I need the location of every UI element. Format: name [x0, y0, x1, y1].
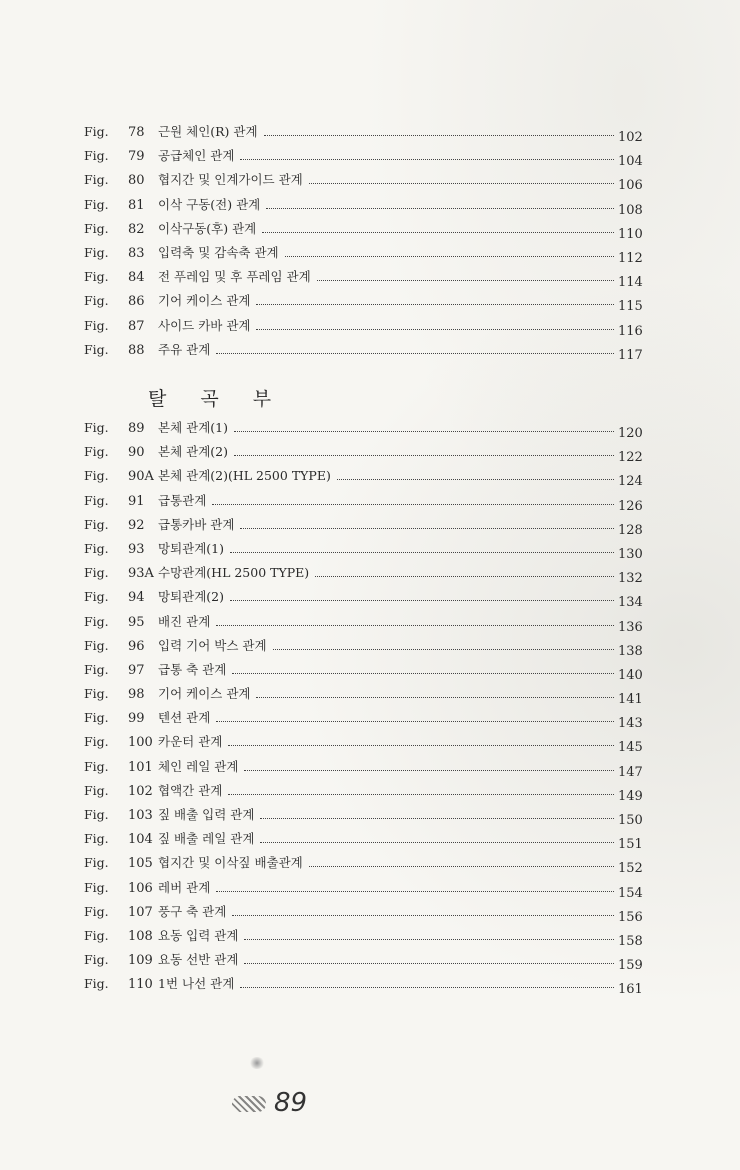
entry-page-number: 116	[618, 323, 643, 339]
dot-leader	[230, 551, 614, 553]
entry-title: 본체 관계(2)	[158, 444, 228, 460]
entry-title: 입력 기어 박스 관계	[158, 637, 267, 653]
fig-label: Fig.	[84, 952, 109, 968]
fig-label: Fig.	[84, 516, 109, 532]
dot-leader	[260, 841, 614, 843]
fig-number: 88	[128, 342, 145, 358]
entry-title: 이삭구동(후) 관계	[158, 220, 257, 236]
dot-leader	[256, 303, 614, 305]
entry-title: 수망관계(HL 2500 TYPE)	[158, 565, 310, 581]
entry-title: 본체 관계(1)	[158, 420, 228, 435]
dot-leader	[256, 696, 614, 698]
dot-leader	[216, 352, 614, 354]
fig-number: 103	[128, 808, 153, 823]
scribble-mark	[232, 1096, 266, 1112]
fig-label: Fig.	[84, 492, 109, 508]
toc-entry	[84, 974, 644, 998]
fig-label: Fig.	[84, 540, 109, 556]
dot-leader	[216, 624, 614, 626]
fig-number: 101	[128, 759, 153, 775]
toc-entry	[84, 660, 644, 684]
fig-number: 86	[128, 294, 145, 310]
fig-label: Fig.	[84, 341, 109, 357]
entry-page-number: 150	[618, 813, 643, 828]
fig-label: Fig.	[84, 196, 109, 212]
toc-entry	[84, 340, 644, 364]
entry-title: 짚 배출 입력 관계	[158, 807, 255, 822]
fig-label: Fig.	[84, 124, 109, 139]
entry-page-number: 156	[618, 909, 643, 925]
fig-number: 80	[128, 173, 145, 189]
toc-entry	[84, 902, 644, 926]
fig-number: 100	[128, 735, 153, 751]
fig-number: 99	[128, 711, 145, 727]
dot-leader	[240, 527, 614, 529]
fig-number: 96	[128, 638, 145, 654]
fig-label: Fig.	[84, 444, 109, 460]
entry-page-number: 114	[618, 275, 643, 291]
dot-leader	[266, 207, 614, 209]
fig-number: 95	[128, 614, 145, 630]
toc-entry	[84, 418, 644, 442]
toc-entry	[84, 829, 644, 853]
toc-entry	[84, 612, 644, 636]
fig-number: 79	[128, 149, 145, 165]
entry-page-number: 104	[618, 154, 643, 170]
dot-leader	[256, 328, 614, 330]
dot-leader	[273, 648, 614, 650]
toc-entry	[84, 732, 644, 756]
entry-title: 레버 관계	[158, 879, 211, 895]
dot-leader	[232, 914, 614, 916]
entry-page-number: 115	[618, 299, 643, 315]
dot-leader	[262, 231, 614, 233]
entry-page-number: 141	[618, 692, 643, 708]
dot-leader	[244, 962, 614, 964]
entry-page-number: 108	[618, 202, 643, 218]
dot-leader	[315, 575, 614, 577]
entry-title: 요동 선반 관계	[158, 952, 239, 968]
fig-number: 92	[128, 517, 145, 533]
toc-entry	[84, 146, 644, 170]
toc-entry	[84, 708, 644, 732]
fig-label: Fig.	[84, 807, 109, 822]
entry-title: 협지간 및 인계가이드 관계	[158, 172, 303, 188]
entry-page-number: 140	[618, 667, 643, 683]
dot-leader	[232, 672, 614, 674]
entry-title: 1번 나선 관계	[158, 976, 235, 992]
fig-label: Fig.	[84, 661, 109, 677]
fig-number: 78	[128, 125, 145, 140]
fig-number: 82	[128, 221, 145, 237]
entry-title: 풍구 축 관계	[158, 903, 227, 919]
fig-number: 97	[128, 662, 145, 678]
dot-leader	[285, 255, 614, 257]
toc-entry	[84, 442, 644, 466]
ink-spot	[249, 1057, 265, 1069]
fig-label: Fig.	[84, 831, 109, 847]
fig-label: Fig.	[84, 172, 109, 188]
toc-entry	[84, 539, 644, 563]
entry-title: 협액간 관계	[158, 782, 223, 798]
page-number-text: 89	[274, 1088, 308, 1118]
entry-page-number: 130	[618, 546, 643, 562]
fig-label: Fig.	[84, 710, 109, 726]
fig-label: Fig.	[84, 148, 109, 164]
toc-section-1	[84, 122, 644, 364]
fig-number: 84	[128, 270, 145, 286]
toc-entry	[84, 926, 644, 950]
entry-page-number: 143	[618, 716, 643, 732]
fig-number: 93A	[128, 566, 154, 582]
fig-number: 106	[128, 880, 153, 896]
entry-title: 짚 배출 레일 관계	[158, 831, 255, 847]
fig-label: Fig.	[84, 589, 109, 605]
toc-entry	[84, 781, 644, 805]
fig-number: 110	[128, 977, 153, 993]
dot-leader	[260, 817, 614, 819]
fig-label: Fig.	[84, 317, 109, 333]
fig-label: Fig.	[84, 855, 109, 871]
section-heading: 탈 곡 부	[148, 388, 286, 410]
entry-title: 공급체인 관계	[158, 148, 235, 164]
fig-number: 89	[128, 421, 145, 436]
dot-leader	[244, 938, 614, 940]
dot-leader	[228, 793, 614, 795]
entry-page-number: 152	[618, 861, 643, 877]
entry-page-number: 138	[618, 643, 643, 659]
entry-title: 망퇴관계(2)	[158, 589, 225, 605]
entry-page-number: 134	[618, 595, 643, 611]
toc-entry	[84, 219, 644, 243]
toc-entry	[84, 267, 644, 291]
entry-page-number: 159	[618, 958, 643, 974]
entry-title: 기어 케이스 관계	[158, 293, 251, 309]
entry-title: 급통 축 관계	[158, 661, 227, 677]
toc-entry	[84, 491, 644, 515]
dot-leader	[234, 430, 614, 432]
toc-entry	[84, 853, 644, 877]
fig-label: Fig.	[84, 903, 109, 919]
fig-number: 108	[128, 928, 153, 944]
entry-title: 배진 관계	[158, 613, 211, 629]
entry-page-number: 128	[618, 522, 643, 538]
entry-page-number: 147	[618, 764, 643, 780]
fig-number: 107	[128, 904, 153, 920]
entry-page-number: 136	[618, 619, 643, 635]
entry-title: 근원 체인(R) 관계	[158, 124, 258, 139]
toc-entry	[84, 878, 644, 902]
entry-title: 전 푸레임 및 후 푸레임 관계	[158, 269, 311, 285]
entry-page-number: 132	[618, 571, 643, 587]
entry-page-number: 126	[618, 498, 643, 514]
toc-entry	[84, 515, 644, 539]
toc-entry	[84, 563, 644, 587]
entry-title: 급통관계	[158, 492, 207, 508]
entry-page-number: 158	[618, 933, 643, 949]
entry-page-number: 154	[618, 885, 643, 901]
toc-entry	[84, 757, 644, 781]
fig-number: 87	[128, 318, 145, 334]
fig-label: Fig.	[84, 420, 109, 435]
fig-label: Fig.	[84, 686, 109, 702]
entry-title: 망퇴관계(1)	[158, 540, 225, 556]
toc-entry	[84, 122, 644, 146]
fig-number: 98	[128, 687, 145, 703]
fig-number: 90A	[128, 469, 154, 485]
dot-leader	[240, 158, 614, 160]
entry-page-number: 117	[618, 347, 643, 363]
dot-leader	[216, 890, 614, 892]
fig-label: Fig.	[84, 269, 109, 285]
toc-entry	[84, 316, 644, 340]
entry-page-number: 106	[618, 178, 643, 194]
fig-label: Fig.	[84, 468, 109, 484]
fig-label: Fig.	[84, 637, 109, 653]
toc-entry	[84, 805, 644, 829]
toc-entry	[84, 636, 644, 660]
entry-page-number: 151	[618, 837, 643, 853]
fig-number: 83	[128, 245, 145, 261]
fig-label: Fig.	[84, 782, 109, 798]
dot-leader	[230, 599, 614, 601]
fig-label: Fig.	[84, 734, 109, 750]
dot-leader	[309, 865, 614, 867]
dot-leader	[228, 744, 614, 746]
entry-page-number: 161	[618, 982, 643, 998]
entry-page-number: 145	[618, 740, 643, 756]
toc-entry	[84, 170, 644, 194]
toc-entry	[84, 195, 644, 219]
dot-leader	[317, 279, 614, 281]
entry-page-number: 112	[618, 250, 643, 266]
dot-leader	[234, 454, 614, 456]
entry-title: 입력축 및 감속축 관계	[158, 244, 279, 260]
dot-leader	[240, 986, 614, 988]
dot-leader	[212, 503, 614, 505]
fig-number: 102	[128, 783, 153, 799]
entry-title: 텐션 관계	[158, 710, 211, 726]
fig-number: 105	[128, 856, 153, 872]
fig-number: 90	[128, 445, 145, 461]
entry-page-number: 124	[618, 474, 643, 490]
dot-leader	[216, 720, 614, 722]
fig-number: 91	[128, 493, 145, 509]
entry-title: 급통카바 관계	[158, 516, 235, 532]
toc-entry	[84, 587, 644, 611]
entry-title: 카운터 관계	[158, 734, 223, 750]
entry-title: 본체 관계(2)(HL 2500 TYPE)	[158, 468, 331, 484]
entry-title: 협지간 및 이삭짚 배출관계	[158, 855, 303, 871]
fig-label: Fig.	[84, 758, 109, 774]
dot-leader	[244, 769, 614, 771]
toc-entry	[84, 243, 644, 267]
entry-title: 체인 레일 관계	[158, 758, 239, 774]
handwritten-page-number	[232, 1088, 307, 1118]
fig-label: Fig.	[84, 879, 109, 895]
entry-page-number: 102	[618, 130, 643, 145]
fig-label: Fig.	[84, 565, 109, 581]
entry-title: 기어 케이스 관계	[158, 686, 251, 702]
fig-label: Fig.	[84, 244, 109, 260]
fig-number: 104	[128, 832, 153, 848]
fig-label: Fig.	[84, 220, 109, 236]
toc-entry	[84, 291, 644, 315]
entry-page-number: 110	[618, 226, 643, 242]
toc-section-2	[84, 418, 644, 999]
fig-label: Fig.	[84, 293, 109, 309]
dot-leader	[309, 182, 614, 184]
dot-leader	[337, 478, 614, 480]
fig-number: 109	[128, 953, 153, 969]
entry-page-number: 120	[618, 426, 643, 441]
entry-page-number: 149	[618, 788, 643, 804]
fig-number: 81	[128, 197, 145, 213]
toc-entry	[84, 466, 644, 490]
fig-number: 93	[128, 541, 145, 557]
toc-entry	[84, 684, 644, 708]
entry-title: 주유 관계	[158, 341, 211, 357]
toc-entry	[84, 950, 644, 974]
entry-title: 이삭 구동(전) 관계	[158, 196, 261, 212]
entry-title: 요동 입력 관계	[158, 927, 239, 943]
fig-label: Fig.	[84, 927, 109, 943]
fig-number: 94	[128, 590, 145, 606]
entry-page-number: 122	[618, 450, 643, 466]
fig-label: Fig.	[84, 613, 109, 629]
entry-title: 사이드 카바 관계	[158, 317, 251, 333]
dot-leader	[264, 134, 614, 136]
fig-label: Fig.	[84, 976, 109, 992]
